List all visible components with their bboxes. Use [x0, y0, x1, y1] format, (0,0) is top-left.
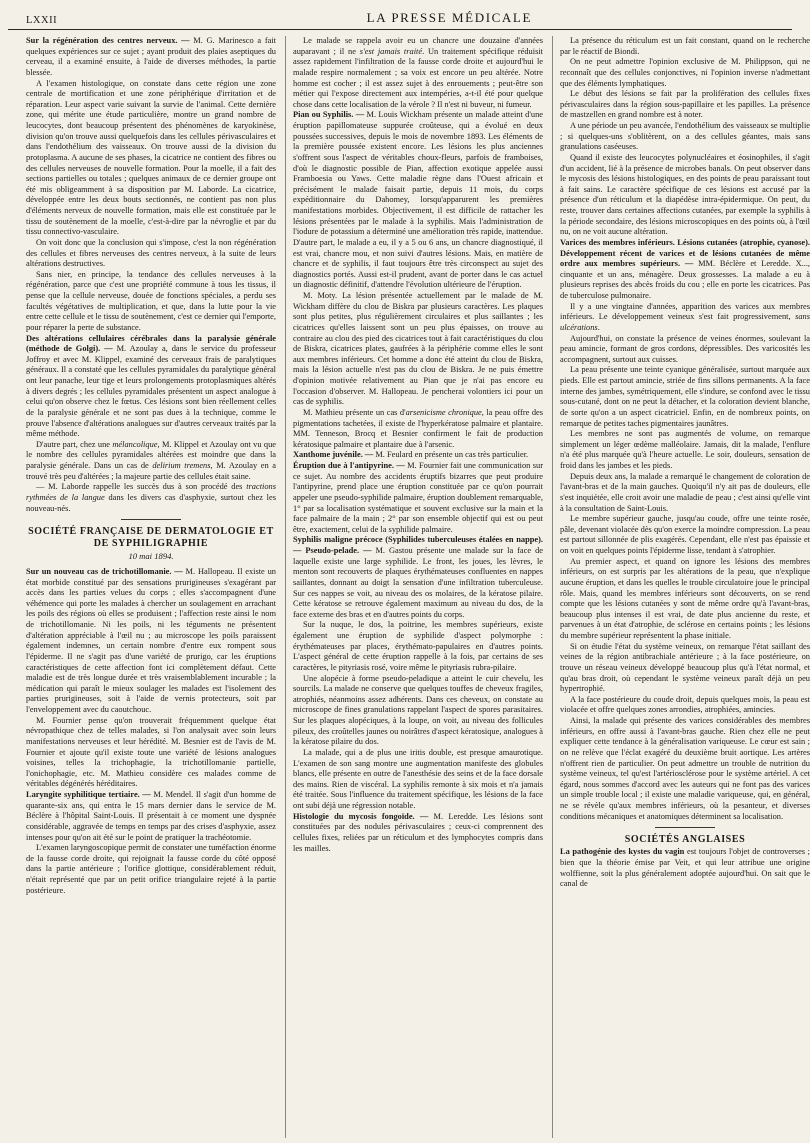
paragraph: La présence du réticulum est un fait constant, quand on le recherche par le réactif de Biondi. [560, 36, 810, 56]
article-antipyrine: Éruption due à l'antipyrine. — M. Fournier fait une communication sur ce sujet. Au nombre des accidents éruptifs bizarres que peut produire l'antipyrine, prend place une éruption constituée par ce qu'on pourrait appeler une pseudo-syphilide palmaire, éruption doublement remarquable, 1° par sa localisation systématique et souvent exclusive sur la main et la face palmaire de la main ; 2° par son ensemble objectif qui est ou peut être, exactement, celui de la syphilide palmaire. [293, 461, 543, 534]
paragraph: M. Mathieu présente un cas d'arsenicisme chronique, la peau offre des pigmentations tachetées, il existe de l'hyperkératose palmaire et plantaire. MM. Tenneson, Brocq et Besnier confirment le fait de production kératosique palmaire et plantaire due à l'arsenic. [293, 407, 543, 449]
article-pian: Pian ou Syphilis. — M. Louis Wickham présente un malade atteint d'une éruption papillomateuse suppurée croûteuse, qui a évolué en deux poussées successives, depuis le mois de novembre 1893. Les éléments de la première poussée existent encore. Les lésions les plus anciennes s'offrent sous l'aspect de véritables choux-fleurs, parfois de framboises, d'où le diagnostic possible de Pian, affection exotique appelée aussi Framboesia ou Yaws. Cette maladie règne dans l'Ouest africain et précisément le malade faisait partie, depuis 11 mois, du corps expéditionnaire du Dahomey, lorsqu'apparurent les premières manifestations morbides. Objectivement, il est difficile de rattacher les lésions présentées par le malade à la syphilis. Mais l'administration de l'iodure de potassium a déterminé une amélioration très rapide, inattendue. D'autre part, le malade a eu, il y a 5 ou 6 ans, un chancre diagnostiqué, il est vrai, chancre mou, et non suivi d'autres lésions. Mais, en matière de chancre et de syphilis, il faut toujours être très circonspect au sujet des diagnostics portés. Aussi est-il prudent, avant de porter dans le cas actuel un diagnostic définitif, d'attendre l'évolution ultérieure de l'éruption. [293, 110, 543, 290]
divider [121, 519, 181, 520]
article-trichotillomanie: Sur un nouveau cas de trichotillomanie. — M. Hallopeau. Il existe un état morbide constitué par des sensations prurigineuses s'exagérant par accès dans les parties velues du corps ; elles s'accompagnent d'une véhémence qui porte les malades à chercher un soulagement en arrachant les poils des régions où elles se produisent ; l'affection reste ainsi le nom de trichotillomanie. Ni les poils, ni les téguments ne présentent d'altération appréciable à l'œil nu ; au microscope les poils paraissent également indemnes, un certain nombre d'entre eux rompent sous l'épiderme. Il ne s'agit pas d'une variété de prurigo, car les éruptions caractéristiques de cette affection font ici complètement défaut. Cette maladie est de très longue durée et très vraisemblablement incurable ; la médication qui paraît le mieux soulager les malades est l'isolement des parties prurigineuses, soit à l'aide de vernis protecteurs, soit par l'enveloppement avec du caoutchouc. [26, 566, 276, 715]
article-varices: Varices des membres inférieurs. Lésions cutanées (atrophie, cyanose). Développement récent de varices et de lésions cutanées de même ordre aux membres supérieurs. — MM. Béclère et Leredde. X..., cinquante et un ans, ménagère. Deux grossesses. La malade a eu à plusieurs reprises des abcès froids du cou ; elle en porte les cicatrices. Pas de tuberculose pulmonaire. [560, 237, 810, 300]
heading-xanthome: Xanthome juvénile. — [293, 450, 374, 460]
society-date: 10 mai 1894. [128, 551, 174, 562]
paragraph: M. Moty. La lésion présentée actuellement par le malade de M. Wickham diffère du clou de Biskra par plusieurs caractères. Les plaques sont plus petites, plus régulièrement circulaires et plus saillantes ; les cicatrices qu'elles laissent sont un peu plus épaisses, on trouve au contraire au clou des pied des cicatrices tout à fait caractéristiques du clou de Biskra, cicatrices plates, gaufrées à la périphérie comme elles le sont aux membres inférieurs. Cet homme a donc été atteint du clou de Biskra, mais la lésion actuelle n'est pas du clou de Biskra. Je ne puis émettre d'opinion motivée relativement au Pian que je n'ai pas encore eu l'occasion d'observer. M. Hallopeau. Je pencherai volontiers ici pour un cas de syphilis. [293, 291, 543, 407]
page-folio: LXXII [26, 15, 58, 26]
paragraph: Depuis deux ans, la malade a remarqué le changement de coloration de l'avant-bras et de la main gauches. Quoiqu'il n'y ait pas de douleurs, elle s'est inquiétée, elle croit avoir une maladie de peau ; c'est ainsi qu'elle vint à la consultation de Saint-Louis. [560, 471, 810, 513]
society-heading-dermatologie: SOCIÉTÉ FRANÇAISE DE DERMATOLOGIE ET DE SYPHILIGRAPHIE [28, 526, 274, 550]
paragraph: Les membres ne sont pas augmentés de volume, on remarque simplement un léger œdème malléolaire. Jamais, dit la malade, l'enflure n'a été plus marquée qu'à l'heure actuelle. Le soir, douleurs, sensation de froid dans les jambes et les pieds. [560, 429, 810, 470]
paragraph: L'examen laryngoscopique permit de constater une tuméfaction énorme de la fausse corde droite, qui rejoignait la fausse corde du côté opposé dans la partie antérieure ; l'orifice glottique, considérablement réduit, n'était représenté que par un petit orifice triangulaire rejeté à la partie postérieure. [26, 843, 276, 895]
article-xanthome: Xanthome juvénile. — M. Feulard en présente un cas très particulier. [293, 450, 529, 460]
article-mycosis: Histologie du mycosis fongoïde. — M. Leredde. Les lésions sont constituées par des nodules périvasculaires ; ceux-ci comprennent des cellules fixes, reliées par un réticulum et des lymphocytes compris dans les mailles. [293, 811, 543, 853]
text-columns [8, 30, 810, 1138]
running-header [8, 0, 792, 30]
paragraph: Aujourd'hui, on constate la présence de veines énormes, soulevant la peau amincie, formant de gros cordons, dépressibles. Des varicosités les accompagnent, surtout aux cuisses. [560, 333, 810, 364]
paragraph: La malade, qui a de plus une iritis double, est presque amaurotique. L'examen de son sang montre une augmentation manifeste des globules blancs, elle présente en outre de l'anesthésie des seins et de la face dorsale des mains. Rien de viscéral. La syphilis remonte à six mois et n'a jamais été traitée. Sous l'influence du traitement spécifique, les lésions de la face ont subi déjà une régression notable. [293, 747, 543, 810]
heading-pian: Pian ou Syphilis. — [293, 110, 365, 120]
heading-varices: Varices des membres inférieurs. Lésions cutanées (atrophie, cyanose). Développement récent de varices et de lésions cutanées de même ordre aux membres supérieurs. — [560, 237, 810, 269]
paragraph: A l'examen histologique, on constate dans cette région une zone centrale de mortification et une zone périphérique d'irritation et de réparation. Leur aspect varie suivant la survie de l'animal. Cette dernière zone, qui mérite une étude particulière, montre un grand nombre de leucocytes, dont beaucoup présentent des phénomènes de karyokinèse, division qu'on trouve aussi quelquefois dans les cellules périvasculaires et dans l'endothélium des vaisseaux. On trouve aussi de la division du protoplasma. A aucune de ses phases, la cicatrice ne contient des fibres ou des cellules nerveuses de nouvelle formation. Pour la moelle, il a fait des sections partielles ou totales ; quelques animaux de ce dernier groupe ont été mis obligeamment à sa disposition par M. Laborde. La cicatrice, développée entre les deux bouts sectionnés, ne contient pas non plus d'éléments nerveux de nouvelle formation, mais elle est constituée par le tissu de soutènement de la moelle, c'est-à-dire par la névroglie et par du tissu connectivo-vasculaire. [26, 78, 276, 237]
paragraph: Le membre supérieur gauche, jusqu'au coude, offre une teinte rosée, pâle, devenant violacée dès qu'on exerce la moindre compression. La peau est partout sillonnée de plis exagérés. Cependant, elle n'est pas épaissie et on voit en quelques points l'épiderme lisse, tendant à s'atrophier. [560, 514, 810, 555]
article-paralysie: Des altérations cellulaires cérébrales dans la paralysie générale (méthode de Golgi). — M. Azoulay a, dans le service du professeur Joffroy et avec M. Klippel, examiné des cerveaux frais de paralytiques généraux. Il a constaté que les cellules pyramidales du paralytique général ont leur panache, leur tige et leurs prolongements protoplasmiques altérés à divers degrés ; les cellules pyramidales présentent un aspect analogue à celui qu'on observe chez le fœtus. Ces lésions sont bien réellement celles de la paralysie générale et ne sont pas dues à la technique, comme le prouve l'absence d'altérations analogues sur d'autres cerveaux traités par la même méthode. [26, 333, 276, 439]
column-2 [285, 36, 543, 1138]
heading-regeneration: Sur la régénération des centres nerveux. — [26, 36, 190, 45]
paragraph: — M. Laborde rappelle les succès dus à son procédé des tractions rythmées de la langue dans les divers cas d'asphyxie, surtout chez les nouveau-nés. [26, 482, 276, 513]
paragraph: Si on étudie l'état du système veineux, on remarque l'état saillant des veines de la région antibrachiale antérieure ; à la face postérieure, on trouve un réseau veineux développé beaucoup plus qu'à l'état normal, et qu'au bras droit, où cependant le système veineux paraît déjà un peu hypertrophié. [560, 641, 810, 694]
paragraph: Le malade se rappela avoir eu un chancre une douzaine d'années auparavant ; il ne s'est jamais traité. Un traitement spécifique réduisit assez rapidement l'infiltration de la fausse corde droite et aujourd'hui le malade respire normalement ; sa voix est encore un peu altérée. Notre homme est cocher ; il est assez sujet à des enrouements ; peut-être son métier qui l'expose directement aux intempéries, a-t-il été pour quelque chose dans cette localisation de la vérole ? Il n'est ni buveur, ni fumeur. [293, 36, 543, 109]
paragraph: Le début des lésions se fait par la prolifération des cellules fixes périvasculaires dans la région sous-papillaire et les papilles. La présence de mastzellen en grand nombre est à noter. [560, 89, 810, 120]
paragraph: La peau présente une teinte cyanique généralisée, surtout marquée aux pieds. Elle est partout amincie, striée de fins sillons permanents. A la face interne des jambes, symétriquement, elle s'indure, se confond avec le tissu sous-cutané, dont on ne peut la détacher, et la coloration devient blanche, de sorte qu'on a un aspect cicatriciel. Enfin, en de nombreux points, on remarque de petites taches pigmentaires jaunâtres. [560, 365, 810, 428]
column-1 [26, 36, 276, 1138]
article-regeneration: Sur la régénération des centres nerveux. — M. G. Marinesco a fait quelques expériences sur ce sujet ; ayant produit des plaies aseptiques du cerveau, il a examiné ensuite, à l'aide de diverses méthodes, la partie blessée. [26, 36, 276, 77]
heading-kystes-vagin: La pathogénie des kystes du vagin [560, 847, 685, 857]
paragraph: D'autre part, chez une mélancolique, M. Klippel et Azoulay ont vu que le nombre des cellules pyramidales altérées est moindre que dans la paralysie générale. Dans un cas de delirium tremens, M. Azoulay en a trouvé très peu d'altérées ; la majeure partie des cellules était saine. [26, 439, 276, 481]
heading-syphilis-maligne: Syphilis maligne précoce (Syphilides tuberculeuses étalées en nappe). — Pseudo-pelade. — [293, 535, 543, 555]
paragraph: M. Fournier pense qu'on trouverait fréquemment quelque état névropathique chez de telles malades, si l'on analysait avec soin leurs manifestations nerveuses et leur hérédité. M. Besnier est de l'avis de M. Fournier et ajoute qu'il existe toute une variété de lésions analogues voisines, telles la trichophagie, la trichotillomanie partielle, l'onichophagie, etc. M. Mathieu considère ces malades comme de véritables dégénérés héréditaires. [26, 715, 276, 789]
journal-title: LA PRESSE MÉDICALE [366, 10, 532, 25]
divider [655, 827, 715, 828]
paragraph: Ainsi, la malade qui présente des varices considérables des membres inférieurs, en offre aussi à l'avant-bras gauche. Rien chez elle ne peut expliquer cette tendance à la généralisation variqueuse. Le cœur est sain ; on ne relève que l'éclat exagéré du deuxième bruit aortique. Les artères n'offrent rien de particulier. On peut admettre un trouble de nutrition du système veineux, tel qu'est l'artériosclérose pour le système artériel. A cet égard, nous sommes d'accord avec les auteurs qui ne font pas des varices un simple trouble local ; il existe une maladie variqueuse, qui, en général, ne se révèle qu'aux membres inférieurs, où la pesanteur, et diverses conditions mécaniques et anatomiques déterminent sa localisation. [560, 716, 810, 821]
heading-mycosis: Histologie du mycosis fongoïde. — [293, 811, 429, 821]
paragraph: Sur la nuque, le dos, la poitrine, les membres supérieurs, existe également une éruption de syphilide d'aspect polymorphe : érythémateuses par places, érythémato-papulaires en d'autres points. L'aspect général de cette éruption rappelle à la fois, par certains de ses caractères, le pityriasis rosé, voire même le pityriasis rubra-pilaire. [293, 620, 543, 672]
paragraph: A la face postérieure du coude droit, depuis quelques mois, la peau est violacée et offre quelques zones arrondies, atrophiées, amincies. [560, 694, 810, 715]
heading-laryngite: Laryngite syphilitique tertiaire. — [26, 790, 151, 800]
column-3 [552, 36, 810, 1138]
society-heading-anglaises: SOCIÉTÉS ANGLAISES [624, 834, 746, 846]
article-syphilis-maligne: Syphilis maligne précoce (Syphilides tuberculeuses étalées en nappe). — Pseudo-pelade. — M. Gastou présente une malade sur la face de laquelle existe une large syphilide. Le front, les joues, les lèvres, le menton sont recouverts de plaques érythémateuses confluentes en nappes saillantes, donnant au doigt la sensation d'une infiltration tuberculeuse. Sur ces nappes se voit, au niveau des os molaires, de la kératose pilaire. Cette kératose se retrouve également maximum au niveau du dos, de la face externe des bras et en d'autres points du corps. [293, 535, 543, 619]
paragraph: A une période un peu avancée, l'endothélium des vaisseaux se multiplie ; si quelques-uns s'oblitèrent, on a des cellules géantes, mais sans granulations caséeuses. [560, 121, 810, 152]
heading-paralysie: Des altérations cellulaires cérébrales dans la paralysie générale (méthode de Golgi). — [26, 333, 276, 354]
paragraph: Au premier aspect, et quand on ignore les lésions des membres inférieurs, on est surpris par les altérations de la peau, que n'explique aucune éruption, et dans les quelles le trouble circulatoire joue le principal rôle. Mais, quand les membres inférieurs sont découverts, on se rend compte que les lésions cutanées y sont de même ordre qu'à l'avant-bras, beaucoup plus intenses il est vrai, de date plus ancienne du reste, et parvenues à un état d'atrophie, de sclérose en certains points ; les lésions du membre supérieur représentent la phase initiale. [560, 556, 810, 640]
paragraph: Sans nier, en principe, la tendance des cellules nerveuses à la régénération, parce que c'est une propriété commune à tous les tissus, il pense que la cellule nerveuse, douée de fonctions spéciales, a perdu ses facultés végétatives de multiplication, et que, dans la lutte pour la vie entre cette cellule et le tissu de soutènement, c'est ce dernier qui l'emporte, pour réparer la perte de substance. [26, 269, 276, 332]
paragraph: On ne peut admettre l'opinion exclusive de M. Philippson, qui ne reconnaît que des cellules conjonctives, ni l'opinion inverse n'admettant que des éléments lymphatiques. [560, 57, 810, 88]
paragraph: Une alopécie à forme pseudo-peladique a atteint le cuir chevelu, les sourcils. La malade ne conserve que quelques touffes de cheveux fragiles, atrophiés, néanmoins assez adhérents. Dans ces cheveux, on constate au microscope de fines granulations rappelant l'aspect de spores parasitaires. Sur les plaques alopéciques, à la loupe, on voit, au niveau des follicules pileux, des croûtelles jaunes ou noirâtres d'aspect kératosique, analogues à la kératose pilaire du dos. [293, 673, 543, 747]
heading-antipyrine: Éruption due à l'antipyrine. — [293, 461, 405, 470]
paragraph: Quand il existe des leucocytes polynucléaires et éosinophiles, il s'agit d'un accident, lié à la présence de microbes banals. On peut observer dans le mycosis des lésions histologiques, en des points de peau paraissant tout à fait sains. Le caractère spécifique de ces lésions est accusé par la présence d'un réticulum et la diapédèse intra-épidermique. On peut, du reste, trouver dans certaines affections cutanées, par exemple la syphilis à la période secondaire, des lésions microscopiques en des points où, à l'œil nu, on ne voit aucune altération. [560, 152, 810, 237]
article-kystes-vagin: La pathogénie des kystes du vagin est toujours l'objet de controverses ; bien que la théorie émise par Veit, et qui leur attribue une origine wolffienne, soit la plus généralement adoptée aujourd'hui. On sait que le canal de [560, 847, 810, 889]
article-laryngite: Laryngite syphilitique tertiaire. — M. Mendel. Il s'agit d'un homme de quarante-six ans, qui entra le 15 mars dernier dans le service de M. Béclère à l'hôpital Saint-Louis. Il présentait à ce moment une dyspnée considérable, aggravée de temps en temps par des crises d'asphyxie, assez intenses pour qu'on ait été sur le point de pratiquer la trachéotomie. [26, 790, 276, 842]
paragraph: On voit donc que la conclusion qui s'impose, c'est la non régénération des cellules et fibres nerveuses des centres nerveux, à la suite de leurs altérations destructives. [26, 237, 276, 269]
paragraph: Il y a une vingtaine d'années, apparition des varices aux membres inférieurs. Le développement veineux s'est fait progressivement, sans ulcérations. [560, 301, 810, 332]
heading-trichotillomanie: Sur un nouveau cas de trichotillomanie. — [26, 566, 183, 576]
